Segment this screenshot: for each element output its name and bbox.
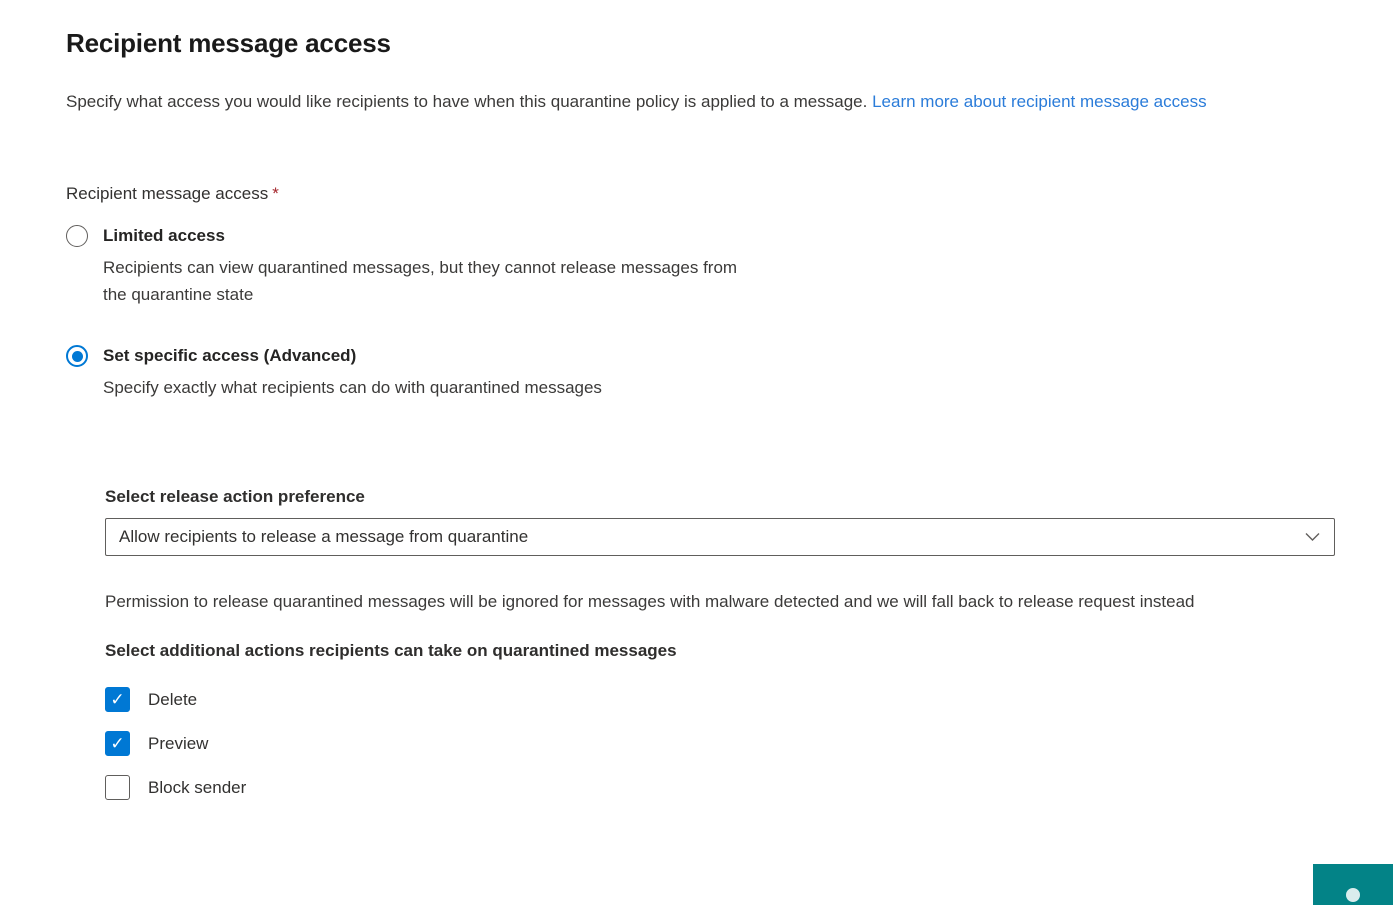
release-action-dropdown-value: Allow recipients to release a message from quarantine [119, 527, 529, 546]
radio-limited-access-description: Recipients can view quarantined messages, but they cannot release messages from the quarantine state [103, 258, 738, 304]
release-action-dropdown[interactable] [105, 518, 1335, 556]
preview-checkbox[interactable] [105, 731, 130, 756]
required-marker: * [272, 184, 279, 203]
advanced-access-section [105, 485, 1335, 800]
page-title: Recipient message access [66, 28, 391, 58]
additional-actions-label: Select additional actions recipients can take on quarantined messages [105, 641, 677, 660]
radio-set-specific-access-body [103, 344, 602, 401]
radio-limited-access-icon[interactable] [66, 225, 88, 247]
access-field-label [66, 184, 1335, 204]
page-description [66, 89, 1335, 115]
checkmark-icon: ✓ [110, 734, 125, 753]
access-radio-group [66, 224, 1335, 401]
checkmark-icon: ✓ [110, 690, 125, 709]
feedback-icon [1346, 888, 1360, 902]
release-permission-note: Permission to release quarantined messages will be ignored for messages with malware detected and we will fall back to release request instead [105, 592, 1195, 611]
radio-set-specific-access-icon[interactable] [66, 345, 88, 367]
block-sender-checkbox[interactable] [105, 775, 130, 800]
release-action-label: Select release action preference [105, 487, 365, 506]
chevron-down-icon [1305, 532, 1320, 542]
page-description-text: Specify what access you would like recipients to have when this quarantine policy is applied to a message. [66, 92, 868, 111]
radio-limited-access-body [103, 224, 763, 308]
learn-more-link[interactable]: Learn more about recipient message access [872, 92, 1207, 111]
feedback-button[interactable] [1313, 864, 1393, 905]
block-sender-checkbox-label: Block sender [148, 777, 247, 797]
access-field-label-text: Recipient message access [66, 184, 269, 203]
checkbox-row-block-sender[interactable] [105, 775, 1335, 800]
preview-checkbox-label: Preview [148, 733, 209, 753]
radio-option-limited-access[interactable] [66, 224, 1335, 308]
radio-option-set-specific-access[interactable] [66, 344, 1335, 401]
delete-checkbox[interactable] [105, 687, 130, 712]
radio-limited-access-label[interactable]: Limited access [103, 226, 225, 245]
radio-set-specific-access-label[interactable]: Set specific access (Advanced) [103, 346, 357, 365]
delete-checkbox-label: Delete [148, 689, 198, 709]
radio-set-specific-access-description: Specify exactly what recipients can do with quarantined messages [103, 378, 602, 397]
checkbox-row-delete[interactable] [105, 687, 1335, 712]
checkbox-row-preview[interactable] [105, 731, 1335, 756]
